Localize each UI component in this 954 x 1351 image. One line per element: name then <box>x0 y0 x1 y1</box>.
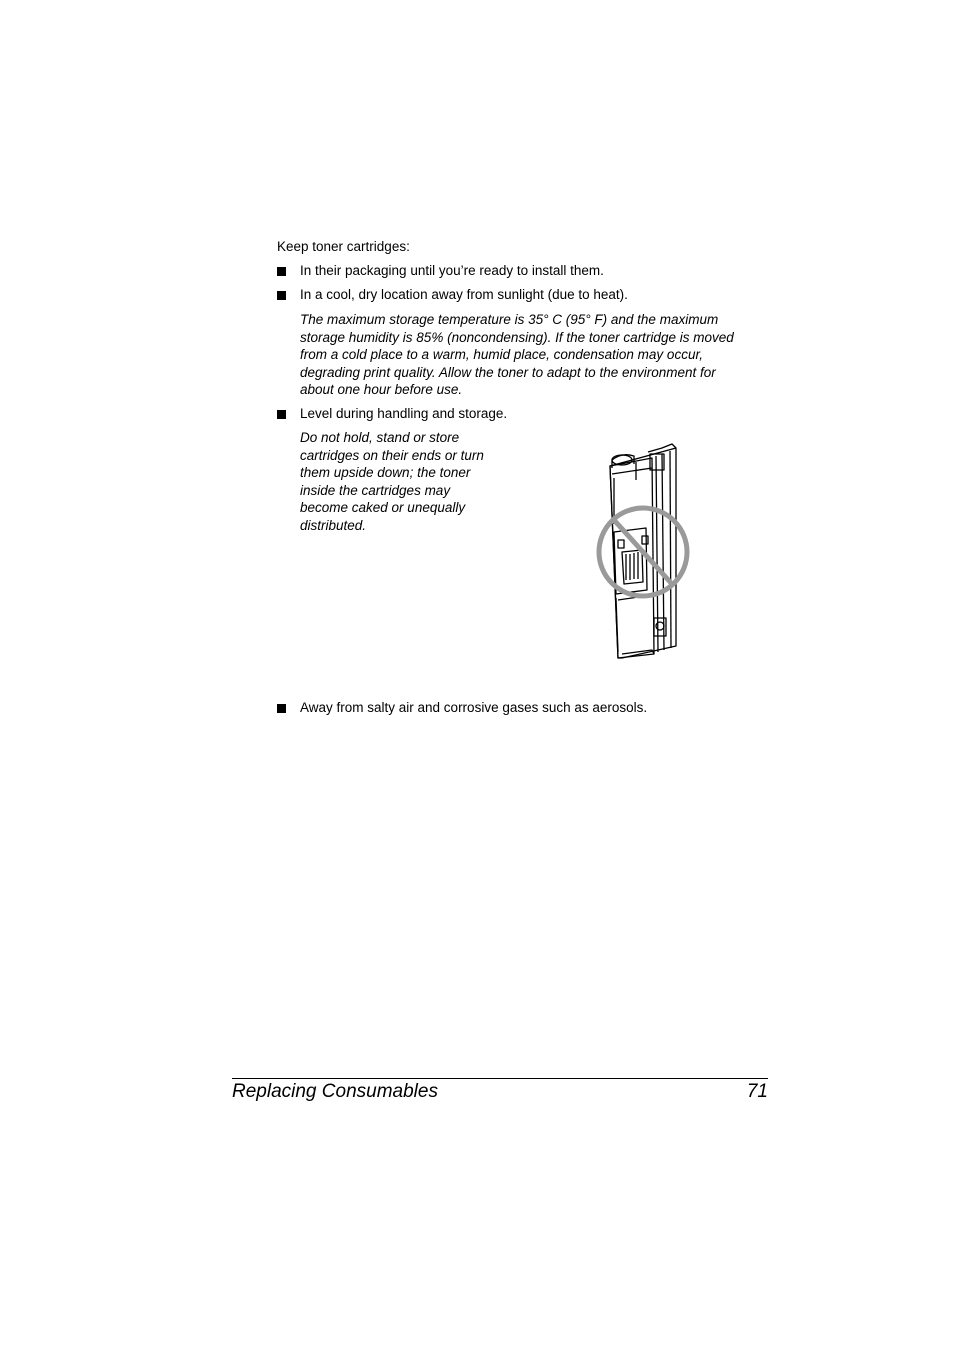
footer-divider <box>232 1078 768 1079</box>
bullet-square-icon <box>277 267 286 276</box>
note-line: Do not hold, stand or store <box>300 430 460 445</box>
note-line: them upside down; the toner <box>300 465 471 481</box>
note-line: The maximum storage temperature is 35° C (95° F) and the maximum <box>300 312 719 327</box>
note-line: distributed. <box>300 517 367 533</box>
bullet-text: Away from salty air and corrosive gases such as aerosols. <box>300 700 648 715</box>
handling-note <box>300 429 510 535</box>
list-item <box>277 263 604 278</box>
note-line: cartridges on their ends or turn <box>300 447 484 463</box>
bullet-square-icon <box>277 704 286 713</box>
list-item <box>277 406 507 421</box>
note-line: about one hour before use. <box>300 382 463 398</box>
note-line: storage humidity is 85% (noncondensing). If the toner cartridge is moved <box>300 329 734 345</box>
list-item <box>277 700 647 715</box>
list-item <box>277 287 628 302</box>
note-line: degrading print quality. Allow the toner to adapt to the environment for <box>300 364 716 380</box>
bullet-square-icon <box>277 291 286 300</box>
bullet-text: In their packaging until you’re ready to install them. <box>300 263 604 278</box>
bullet-text: In a cool, dry location away from sunlight (due to heat). <box>300 287 628 302</box>
note-line: become caked or unequally <box>300 500 466 516</box>
bullet-text: Level during handling and storage. <box>300 406 508 421</box>
footer-section-title: Replacing Consumables <box>232 1081 438 1102</box>
intro-text: Keep toner cartridges: <box>277 239 410 254</box>
note-line: inside the cartridges may <box>300 482 451 498</box>
note-line: from a cold place to a warm, humid place, condensation may occur, <box>300 347 703 363</box>
prohibited-upright-cartridge-icon <box>592 440 696 667</box>
bullet-square-icon <box>277 410 286 419</box>
page-number: 71 <box>746 1081 768 1102</box>
storage-note <box>300 311 770 399</box>
